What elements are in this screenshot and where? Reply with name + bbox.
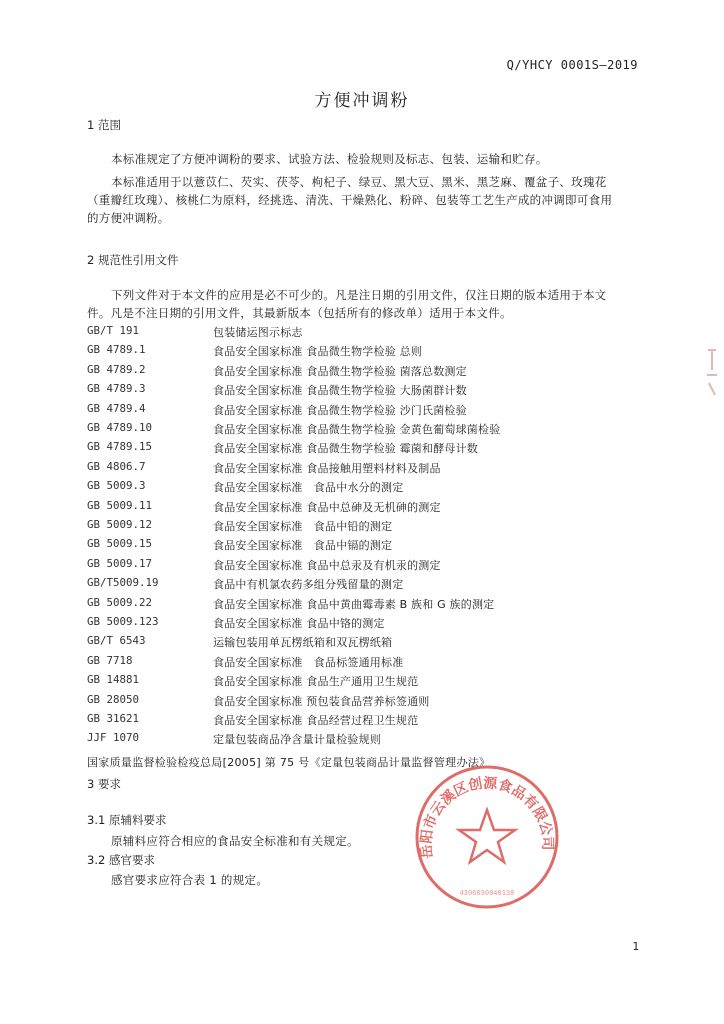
document-title: 方便冲调粉 xyxy=(314,91,410,111)
decree-line: 国家质量监督检验检疫总局[2005] 第 75 号《定量包装商品计量监督管理办法》 xyxy=(87,756,491,769)
section-2-heading: 2 规范性引用文件 xyxy=(87,253,179,267)
section-1-heading: 1 范围 xyxy=(87,118,121,132)
section-1-paragraph-1: 本标准规定了方便冲调粉的要求、试验方法、检验规则及标志、包装、运输和贮存。 xyxy=(111,152,548,166)
reference-code: GB 28050 xyxy=(87,693,140,706)
reference-title: 食品安全国家标准 食品中铅的测定 xyxy=(213,520,393,533)
reference-title: 食品安全国家标准 食品中总汞及有机汞的测定 xyxy=(213,559,441,572)
section-2-intro: 下列文件对于本文件的应用是必不可少的。凡是注日期的引用文件，仅注日期的版本适用于本文件。凡是不注日期的引用文件，其最新版本（包括所有的修改单）适用于本文件。 xyxy=(87,288,607,320)
reference-title: 食品安全国家标准 食品微生物学检验 沙门氏菌检验 xyxy=(213,404,467,417)
reference-code: GB/T5009.19 xyxy=(87,576,159,589)
reference-title: 包装储运图示标志 xyxy=(213,326,303,339)
reference-title: 食品安全国家标准 食品微生物学检验 霉菌和酵母计数 xyxy=(213,442,478,455)
reference-title: 食品安全国家标准 食品微生物学检验 金黄色葡萄球菌检验 xyxy=(213,423,501,436)
page-number: 1 xyxy=(632,940,639,953)
edge-mark xyxy=(704,345,720,405)
seal-text: 岳阳市云溪区创源食品有限公司 xyxy=(418,775,556,860)
reference-code: GB/T 191 xyxy=(87,324,140,337)
reference-title: 定量包装商品净含量计量检验规则 xyxy=(213,733,381,746)
reference-code: GB 5009.11 xyxy=(87,499,153,512)
reference-code: GB 5009.22 xyxy=(87,596,153,609)
reference-code: GB 5009.123 xyxy=(87,615,159,628)
reference-code: GB 5009.17 xyxy=(87,557,153,570)
reference-code: GB 4789.3 xyxy=(87,382,146,395)
reference-code: GB/T 6543 xyxy=(87,634,146,647)
reference-code: JJF 1070 xyxy=(87,731,140,744)
section-3-heading: 3 要求 xyxy=(87,777,121,791)
standard-number: Q/YHCY 0001S—2019 xyxy=(506,58,638,72)
reference-title: 食品安全国家标准 食品经营过程卫生规范 xyxy=(213,714,419,727)
reference-title: 食品安全国家标准 食品生产通用卫生规范 xyxy=(213,675,419,688)
section-3-1-heading: 3.1 原辅料要求 xyxy=(87,813,167,827)
reference-title: 食品安全国家标准 食品微生物学检验 大肠菌群计数 xyxy=(213,384,467,397)
reference-code: GB 4789.10 xyxy=(87,421,153,434)
reference-title: 食品安全国家标准 预包装食品营养标签通则 xyxy=(213,695,430,708)
reference-code: GB 31621 xyxy=(87,712,140,725)
reference-code: GB 5009.12 xyxy=(87,518,153,531)
reference-title: 食品安全国家标准 食品中黄曲霉毒素 B 族和 G 族的测定 xyxy=(213,598,495,611)
reference-code: GB 5009.3 xyxy=(87,479,146,492)
reference-code: GB 5009.15 xyxy=(87,537,153,550)
reference-code: GB 4789.1 xyxy=(87,343,146,356)
reference-title: 食品安全国家标准 食品中铬的测定 xyxy=(213,617,385,630)
reference-code: GB 4789.15 xyxy=(87,440,153,453)
reference-title: 食品安全国家标准 食品中水分的测定 xyxy=(213,481,404,494)
reference-title: 食品安全国家标准 食品接触用塑料材料及制品 xyxy=(213,462,441,475)
reference-code: GB 14881 xyxy=(87,673,140,686)
section-3-1-text: 原辅料应符合相应的食品安全标准和有关规定。 xyxy=(111,834,359,848)
section-1-paragraph-2: 本标准适用于以薏苡仁、芡实、茯苓、枸杞子、绿豆、黑大豆、黑米、黑芝麻、覆盆子、玫瑰花（重瓣红玫瑰）、核桃仁为原料，经挑选、清洗、干燥熟化、粉碎、包装等工艺生产成的冲调即可食用的方便冲调粉。 xyxy=(87,175,613,225)
company-seal xyxy=(412,762,562,912)
reference-title: 食品中有机氯农药多组分残留量的测定 xyxy=(213,578,404,591)
reference-title: 食品安全国家标准 食品标签通用标准 xyxy=(213,656,404,669)
reference-code: GB 4806.7 xyxy=(87,460,146,473)
reference-code: GB 4789.2 xyxy=(87,363,146,376)
reference-title: 运输包装用单瓦楞纸箱和双瓦楞纸箱 xyxy=(213,636,393,649)
reference-code: GB 4789.4 xyxy=(87,402,146,415)
section-3-2-heading: 3.2 感官要求 xyxy=(87,853,155,867)
svg-text:4306030040138: 4306030040138 xyxy=(459,889,515,897)
reference-code: GB 7718 xyxy=(87,654,133,667)
reference-title: 食品安全国家标准 食品中总砷及无机砷的测定 xyxy=(213,501,441,514)
section-3-2-text: 感官要求应符合表 1 的规定。 xyxy=(111,873,269,887)
reference-title: 食品安全国家标准 食品微生物学检验 总则 xyxy=(213,345,422,358)
reference-title: 食品安全国家标准 食品微生物学检验 菌落总数测定 xyxy=(213,365,467,378)
reference-title: 食品安全国家标准 食品中镉的测定 xyxy=(213,539,393,552)
